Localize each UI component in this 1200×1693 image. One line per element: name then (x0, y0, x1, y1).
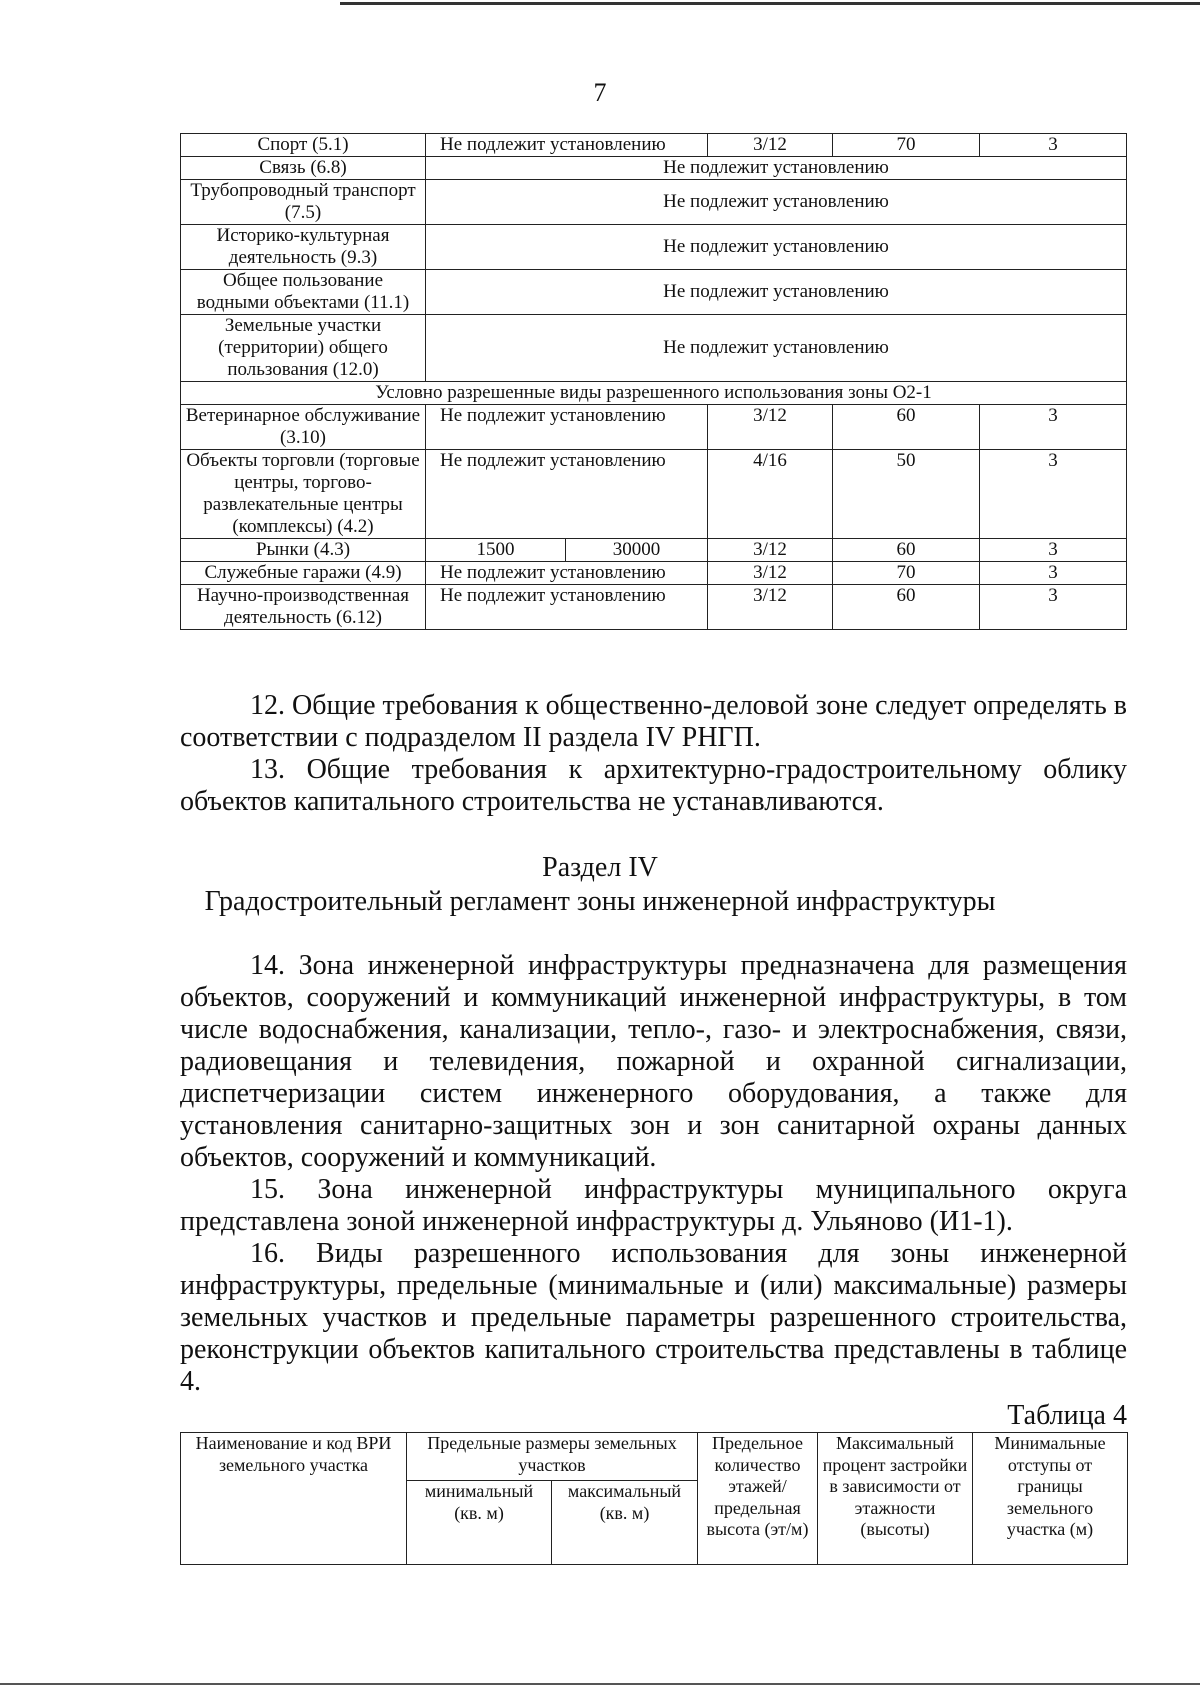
cell-area: Не подлежит установлению (426, 134, 708, 157)
cell-offset: 3 (980, 450, 1127, 539)
table-row (181, 157, 1127, 180)
table-row (181, 585, 1127, 630)
cell-vri-name: Спорт (5.1) (181, 134, 426, 157)
table-row (181, 382, 1127, 405)
cell-area: Не подлежит установлению (426, 562, 708, 585)
cell-merged-value: Не подлежит установлению (426, 180, 1127, 225)
cell-offset: 3 (980, 585, 1127, 630)
cell-vri-name: Объекты торговли (торговые центры, торгово-развлекательные центры (комплексы) (4.2) (181, 450, 426, 539)
cell-vri-name: Историко-культурная деятельность (9.3) (181, 225, 426, 270)
table-row (181, 270, 1127, 315)
paragraph-15: 15. Зона инженерной инфраструктуры муниципального округа представлена зоной инженерной инфраструктуры д. Ульяново (И1-1). (180, 1174, 1127, 1237)
cell-vri-name: Рынки (4.3) (181, 539, 426, 562)
table-row (181, 539, 1127, 562)
header-max: максимальный (кв. м) (552, 1481, 698, 1565)
header-offset: Минимальные отступы от границы земельного участка (м) (973, 1433, 1128, 1565)
cell-max-area: 30000 (566, 539, 708, 562)
cell-percent: 70 (833, 562, 980, 585)
section-row-label: Условно разрешенные виды разрешенного использования зоны О2-1 (181, 382, 1127, 405)
table-row (181, 225, 1127, 270)
cell-vri-name: Трубопроводный транспорт (7.5) (181, 180, 426, 225)
header-sizes: Предельные размеры земельных участков (407, 1433, 698, 1481)
table-3-continuation (180, 133, 1127, 630)
paragraph-13: 13. Общие требования к архитектурно-градостроительному облику объектов капитального строительства не устанавливаются. (180, 754, 1127, 817)
bottom-edge-rule (0, 1683, 1200, 1685)
page-number: 7 (593, 78, 607, 107)
table-row (181, 315, 1127, 382)
cell-merged-value: Не подлежит установлению (426, 315, 1127, 382)
cell-percent: 50 (833, 450, 980, 539)
cell-floors: 3/12 (708, 562, 833, 585)
cell-vri-name: Общее пользование водными объектами (11.1) (181, 270, 426, 315)
cell-offset: 3 (980, 562, 1127, 585)
cell-vri-name: Ветеринарное обслуживание (3.10) (181, 405, 426, 450)
cell-offset: 3 (980, 405, 1127, 450)
header-percent: Максимальный процент застройки в зависимости от этажности (высоты) (818, 1433, 973, 1565)
cell-percent: 60 (833, 539, 980, 562)
header-floors: Предельное количество этажей/ предельная высота (эт/м) (698, 1433, 818, 1565)
paragraph-16: 16. Виды разрешенного использования для зоны инженерной инфраструктуры, предельные (минимальные и (или) максимальные) размеры земельных участков и предельные параметры разрешенного строительства, реконструкции объектов капитального строительства представлены в таблице 4. (180, 1238, 1127, 1397)
header-name: Наименование и код ВРИ земельного участка (181, 1433, 407, 1565)
cell-merged-value: Не подлежит установлению (426, 270, 1127, 315)
table-row (181, 180, 1127, 225)
cell-vri-name: Научно-производственная деятельность (6.12) (181, 585, 426, 630)
cell-merged-value: Не подлежит установлению (426, 225, 1127, 270)
table-row (181, 134, 1127, 157)
header-min: минимальный (кв. м) (407, 1481, 552, 1565)
cell-area: Не подлежит установлению (426, 405, 708, 450)
cell-merged-value: Не подлежит установлению (426, 157, 1127, 180)
table-4-caption: Таблица 4 (1007, 1400, 1127, 1431)
cell-vri-name: Служебные гаражи (4.9) (181, 562, 426, 585)
section-subtitle: Градостроительный регламент зоны инженерной инфраструктуры (204, 886, 996, 917)
cell-offset: 3 (980, 539, 1127, 562)
cell-floors: 3/12 (708, 134, 833, 157)
cell-floors: 3/12 (708, 405, 833, 450)
table-4-header (180, 1432, 1128, 1565)
top-edge-rule (340, 2, 1200, 5)
table-row (181, 405, 1127, 450)
table-row (181, 562, 1127, 585)
cell-percent: 70 (833, 134, 980, 157)
cell-percent: 60 (833, 585, 980, 630)
cell-vri-name: Связь (6.8) (181, 157, 426, 180)
cell-min-area: 1500 (426, 539, 566, 562)
cell-floors: 3/12 (708, 539, 833, 562)
cell-percent: 60 (833, 405, 980, 450)
paragraph-14: 14. Зона инженерной инфраструктуры предназначена для размещения объектов, сооружений и коммуникаций инженерной инфраструктуры, в том числе водоснабжения, канализации, тепло-, газо- и электроснабжения, связи, радиовещания и телевидения, пожарной и охранной сигнализации, диспетчеризации систем инженерного оборудования, а также для установления санитарно-защитных зон и зон санитарной охраны данных объектов, сооружений и коммуникаций. (180, 950, 1127, 1173)
cell-area: Не подлежит установлению (426, 585, 708, 630)
cell-offset: 3 (980, 134, 1127, 157)
section-title: Раздел IV (542, 852, 658, 883)
table-row (181, 450, 1127, 539)
cell-area: Не подлежит установлению (426, 450, 708, 539)
paragraph-12: 12. Общие требования к общественно-деловой зоне следует определять в соответствии с подразделом II раздела IV РНГП. (180, 690, 1127, 753)
cell-floors: 3/12 (708, 585, 833, 630)
cell-floors: 4/16 (708, 450, 833, 539)
cell-vri-name: Земельные участки (территории) общего пользования (12.0) (181, 315, 426, 382)
